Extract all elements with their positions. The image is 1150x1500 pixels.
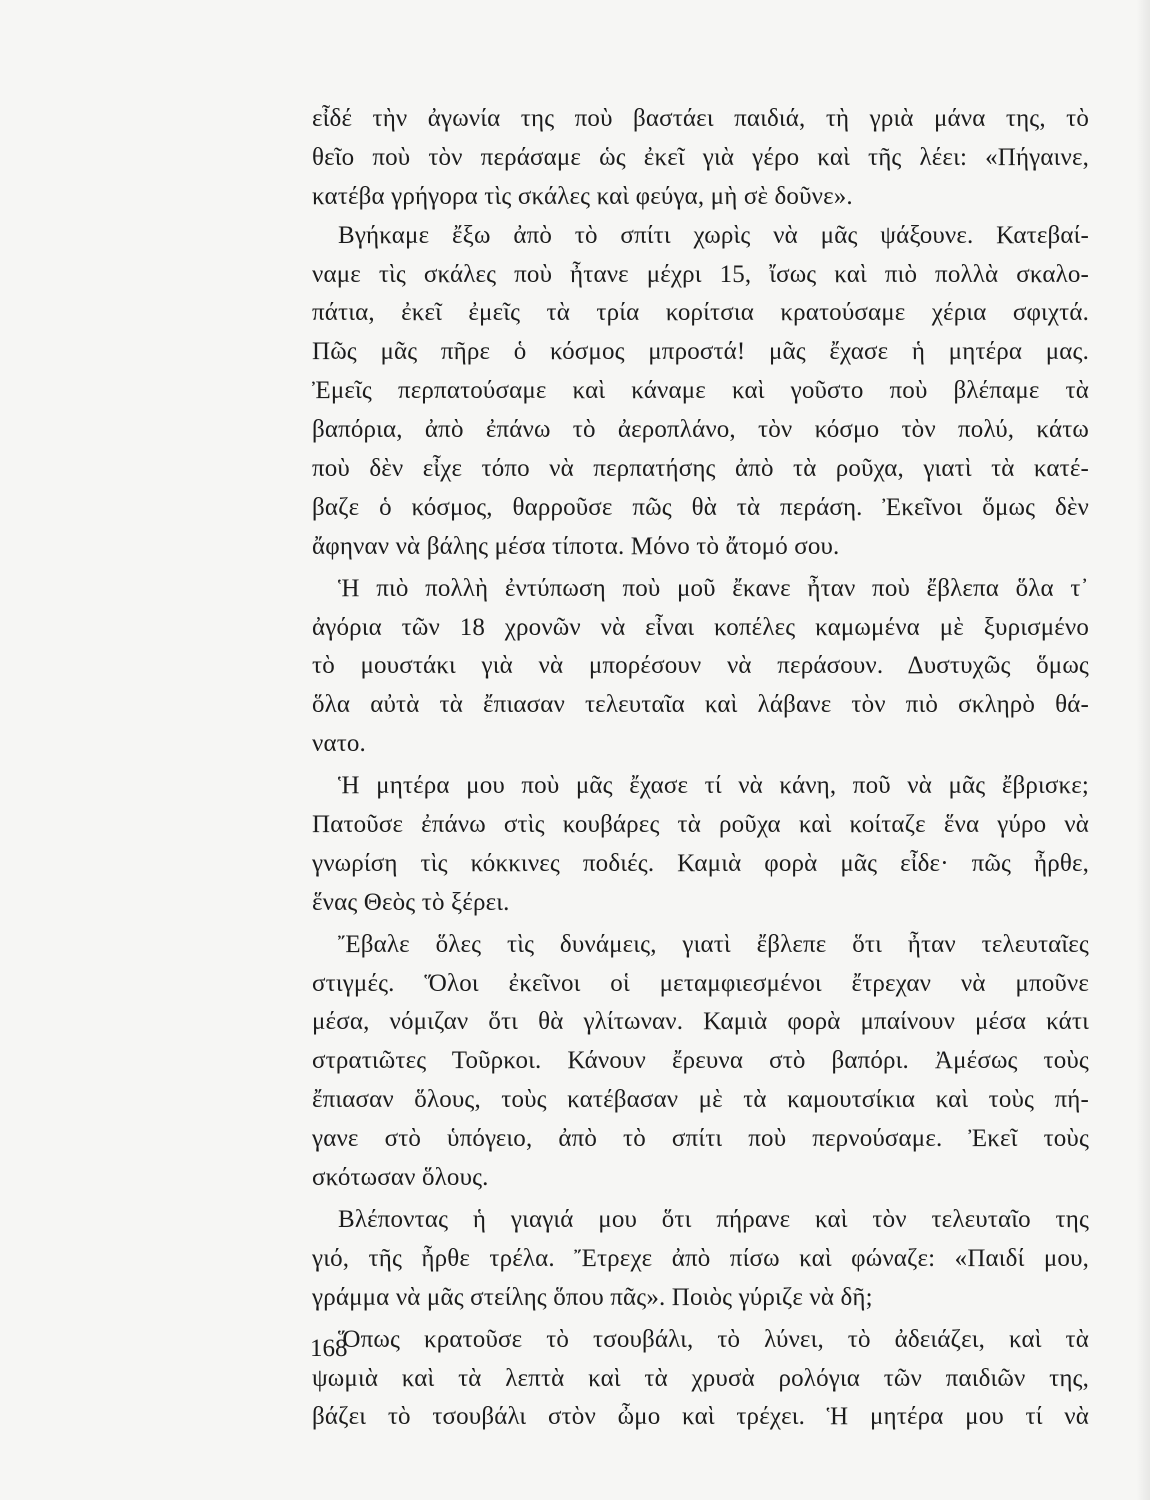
text-line: βάζει τὸ τσουβάλι στὸν ὦμο καὶ τρέχει. Ἡ μητέρα μου τί νὰ	[312, 1403, 1089, 1431]
text-line: Βλέποντας ἡ γιαγιά μου ὅτι πήρανε καὶ τὸν τελευταῖο της	[338, 1205, 1089, 1233]
text-line: Βγήκαμε ἔξω ἀπὸ τὸ σπίτι χωρὶς νὰ μᾶς ψάξουνε. Κατεβαί-	[338, 221, 1089, 249]
text-line: στρατιῶτες Τοῦρκοι. Κάνουν ἔρευνα στὸ βαπόρι. Ἀμέσως τοὺς	[312, 1047, 1089, 1075]
text-line: βαπόρια, ἀπὸ ἐπάνω τὸ ἀεροπλάνο, τὸν κόσμο τὸν πολύ, κάτω	[312, 416, 1089, 444]
text-line: Πατοῦσε ἐπάνω στὶς κουβάρες τὰ ροῦχα καὶ κοίταζε ἕνα γύρο νὰ	[312, 811, 1089, 839]
text-line: τὸ μουστάκι γιὰ νὰ μπορέσουν νὰ περάσουν. Δυστυχῶς ὅμως	[312, 652, 1089, 680]
text-line: βαζε ὁ κόσμος, θαρροῦσε πῶς θὰ τὰ περάση. Ἐκεῖνοι ὅμως δὲν	[312, 493, 1089, 521]
text-line: ναμε τὶς σκάλες ποὺ ἦτανε μέχρι 15, ἴσως καὶ πιὸ πολλὰ σκαλο-	[312, 260, 1089, 288]
page-number: 168	[310, 1335, 348, 1362]
text-line: Ὅπως κρατοῦσε τὸ τσουβάλι, τὸ λύνει, τὸ ἀδειάζει, καὶ τὰ	[338, 1325, 1089, 1353]
text-line: μέσα, νόμιζαν ὅτι θὰ γλίτωναν. Καμιὰ φορὰ μπαίνουν μέσα κάτι	[312, 1008, 1089, 1036]
text-line: εἶδέ τὴν ἀγωνία της ποὺ βαστάει παιδιά, τὴ γριὰ μάνα της, τὸ	[312, 105, 1089, 132]
text-line: Ἡ μητέρα μου ποὺ μᾶς ἔχασε τί νὰ κάνη, ποῦ νὰ μᾶς ἔβρισκε;	[338, 772, 1089, 800]
text-line: ἕνας Θεὸς τὸ ξέρει.	[312, 888, 510, 916]
text-line: Ἐμεῖς περπατούσαμε καὶ κάναμε καὶ γοῦστο ποὺ βλέπαμε τὰ	[312, 377, 1089, 405]
text-line: πάτια, ἐκεῖ ἐμεῖς τὰ τρία κορίτσια κρατούσαμε χέρια σφιχτά.	[312, 299, 1089, 327]
text-line: ἄφηναν νὰ βάλης μέσα τίποτα. Μόνο τὸ ἄτομό σου.	[312, 532, 840, 560]
text-line: κατέβα γρήγορα τὶς σκάλες καὶ φεύγα, μὴ σὲ δοῦνε».	[312, 182, 853, 210]
text-line: ἀγόρια τῶν 18 χρονῶν νὰ εἶναι κοπέλες καμωμένα μὲ ξυρισμένο	[312, 613, 1089, 641]
text-line: νατο.	[312, 730, 366, 758]
text-line: γράμμα νὰ μᾶς στείλης ὅπου πᾶς». Ποιὸς γύριζε νὰ δῆ;	[312, 1283, 873, 1311]
text-line: ψωμιὰ καὶ τὰ λεπτὰ καὶ τὰ χρυσὰ ρολόγια τῶν παιδιῶν της,	[312, 1364, 1089, 1392]
text-line: Ἡ πιὸ πολλὴ ἐντύπωση ποὺ μοῦ ἔκανε ἦταν ποὺ ἔβλεπα ὅλα τ᾽	[338, 574, 1089, 602]
text-line: ὅλα αὐτὰ τὰ ἔπιασαν τελευταῖα καὶ λάβανε τὸν πιὸ σκληρὸ θά-	[312, 691, 1089, 719]
text-line: γιό, τῆς ἦρθε τρέλα. Ἔτρεχε ἀπὸ πίσω καὶ φώναζε: «Παιδί μου,	[312, 1244, 1089, 1272]
text-line: ποὺ δὲν εἶχε τόπο νὰ περπατήσης ἀπὸ τὰ ροῦχα, γιατὶ τὰ κατέ-	[312, 455, 1089, 483]
text-line: σκότωσαν ὅλους.	[312, 1164, 489, 1192]
text-line: θεῖο ποὺ τὸν περάσαμε ὡς ἐκεῖ γιὰ γέρο καὶ τῆς λέει: «Πήγαινε,	[312, 143, 1089, 171]
page-edge-shadow	[1136, 0, 1150, 1500]
text-line: ἔπιασαν ὅλους, τοὺς κατέβασαν μὲ τὰ καμουτσίκια καὶ τοὺς πή-	[312, 1086, 1089, 1114]
text-line: γανε στὸ ὑπόγειο, ἀπὸ τὸ σπίτι ποὺ περνούσαμε. Ἐκεῖ τοὺς	[312, 1125, 1089, 1153]
text-line: γνωρίση τὶς κόκκινες ποδιές. Καμιὰ φορὰ μᾶς εἶδε· πῶς ἦρθε,	[312, 849, 1089, 877]
text-line: στιγμές. Ὅλοι ἐκεῖνοι οἱ μεταμφιεσμένοι ἔτρεχαν νὰ μποῦνε	[312, 969, 1089, 997]
book-page-text	[312, 100, 1089, 1437]
text-line: Πῶς μᾶς πῆρε ὁ κόσμος μπροστά! μᾶς ἔχασε ἡ μητέρα μας.	[312, 338, 1089, 366]
text-line: Ἔβαλε ὅλες τὶς δυνάμεις, γιατὶ ἔβλεπε ὅτι ἦταν τελευταῖες	[338, 930, 1089, 958]
